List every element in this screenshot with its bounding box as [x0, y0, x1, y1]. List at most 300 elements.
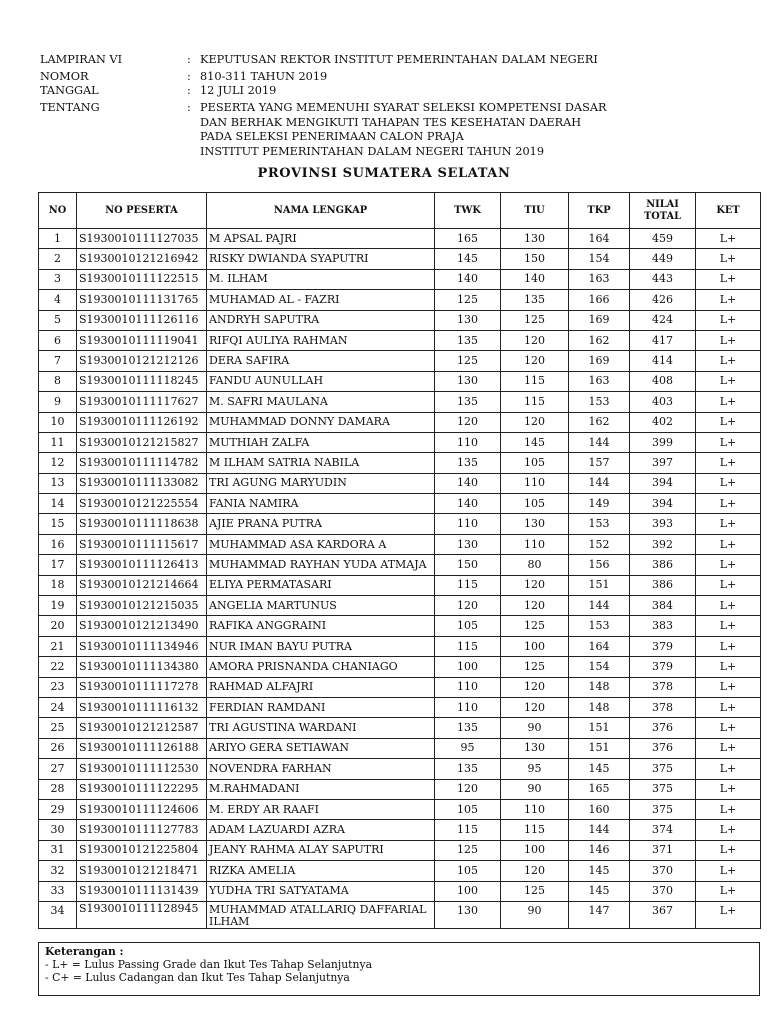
cell-tiu: 125: [501, 657, 569, 677]
cell-ket: L+: [696, 290, 761, 310]
cell-nama: FANDU AUNULLAH: [207, 371, 435, 391]
cell-twk: 100: [435, 881, 501, 901]
col-header-no: NO: [39, 193, 77, 229]
cell-ket: L+: [696, 901, 761, 928]
cell-nama: RAFIKA ANGGRAINI: [207, 616, 435, 636]
cell-nilai-total: 386: [630, 575, 696, 595]
cell-no-peserta: S1930010121218471: [77, 861, 207, 881]
cell-nama: RISKY DWIANDA SYAPUTRI: [207, 249, 435, 269]
legend-title: Keterangan :: [45, 945, 124, 958]
cell-no-peserta: S1930010111131439: [77, 881, 207, 901]
cell-no-peserta: S1930010111126192: [77, 412, 207, 432]
table-row: [39, 759, 761, 779]
cell-no: 28: [39, 779, 77, 799]
cell-tiu: 120: [501, 677, 569, 697]
header-row: [40, 116, 640, 130]
cell-tiu: 90: [501, 718, 569, 738]
cell-nilai-total: 378: [630, 677, 696, 697]
cell-no-peserta: S1930010111133082: [77, 473, 207, 493]
cell-tkp: 144: [569, 820, 630, 840]
cell-no-peserta: S1930010111131765: [77, 290, 207, 310]
col-header-nama: NAMA LENGKAP: [207, 193, 435, 229]
cell-tkp: 153: [569, 514, 630, 534]
cell-tiu: 80: [501, 555, 569, 575]
col-header-twk: TWK: [435, 193, 501, 229]
cell-tkp: 153: [569, 616, 630, 636]
cell-no-peserta: S1930010111122515: [77, 269, 207, 289]
cell-nilai-total: 375: [630, 779, 696, 799]
cell-nama: MUHAMMAD RAYHAN YUDA ATMAJA: [207, 555, 435, 575]
table-row: [39, 330, 761, 350]
cell-ket: L+: [696, 514, 761, 534]
cell-no: 14: [39, 494, 77, 514]
cell-twk: 135: [435, 392, 501, 412]
cell-twk: 95: [435, 738, 501, 758]
cell-nilai-total: 370: [630, 881, 696, 901]
cell-nilai-total: 386: [630, 555, 696, 575]
cell-ket: L+: [696, 473, 761, 493]
cell-nilai-total: 394: [630, 473, 696, 493]
header-row: [40, 84, 640, 98]
header-colon: :: [187, 53, 191, 66]
cell-ket: L+: [696, 881, 761, 901]
table-row: [39, 636, 761, 656]
tentang-line: INSTITUT PEMERINTAHAN DALAM NEGERI TAHUN 2019: [200, 144, 545, 158]
cell-ket: L+: [696, 697, 761, 717]
table-body: [39, 229, 761, 929]
cell-twk: 165: [435, 229, 501, 249]
cell-twk: 140: [435, 473, 501, 493]
table-row: [39, 310, 761, 330]
table-row: [39, 514, 761, 534]
cell-nilai-total: 399: [630, 432, 696, 452]
cell-nama: AJIE PRANA PUTRA: [207, 514, 435, 534]
cell-tkp: 166: [569, 290, 630, 310]
cell-nilai-total: 376: [630, 738, 696, 758]
table-row: [39, 616, 761, 636]
cell-nilai-total: 371: [630, 840, 696, 860]
cell-tiu: 110: [501, 799, 569, 819]
cell-no: 19: [39, 596, 77, 616]
cell-no-peserta: S1930010111134946: [77, 636, 207, 656]
cell-ket: L+: [696, 494, 761, 514]
cell-nama: MUHAMMAD ASA KARDORA A: [207, 534, 435, 554]
cell-no-peserta: S1930010111118638: [77, 514, 207, 534]
cell-no: 4: [39, 290, 77, 310]
cell-no-peserta: S1930010111124606: [77, 799, 207, 819]
cell-ket: L+: [696, 779, 761, 799]
cell-no-peserta: S1930010111116132: [77, 697, 207, 717]
cell-tkp: 169: [569, 310, 630, 330]
cell-nilai-total: 384: [630, 596, 696, 616]
cell-tkp: 164: [569, 636, 630, 656]
cell-tkp: 162: [569, 412, 630, 432]
cell-no: 5: [39, 310, 77, 330]
table-row: [39, 820, 761, 840]
cell-no: 3: [39, 269, 77, 289]
table-row: [39, 453, 761, 473]
cell-tiu: 115: [501, 820, 569, 840]
cell-ket: L+: [696, 840, 761, 860]
cell-ket: L+: [696, 799, 761, 819]
cell-ket: L+: [696, 575, 761, 595]
cell-ket: L+: [696, 249, 761, 269]
cell-tkp: 154: [569, 249, 630, 269]
cell-tiu: 110: [501, 534, 569, 554]
cell-nilai-total: 374: [630, 820, 696, 840]
cell-ket: L+: [696, 677, 761, 697]
cell-no: 8: [39, 371, 77, 391]
cell-no: 15: [39, 514, 77, 534]
table-row: [39, 840, 761, 860]
cell-no-peserta: S1930010111134380: [77, 657, 207, 677]
cell-tkp: 148: [569, 697, 630, 717]
cell-no: 13: [39, 473, 77, 493]
table-row: [39, 269, 761, 289]
header-key: TENTANG: [40, 101, 100, 115]
cell-twk: 115: [435, 575, 501, 595]
cell-ket: L+: [696, 718, 761, 738]
cell-no: 9: [39, 392, 77, 412]
cell-no: 33: [39, 881, 77, 901]
table-row: [39, 249, 761, 269]
cell-nama: MUTHIAH ZALFA: [207, 432, 435, 452]
table-row: [39, 779, 761, 799]
cell-no-peserta: S1930010111126116: [77, 310, 207, 330]
header-key: TANGGAL: [40, 84, 99, 98]
cell-nama: M. ILHAM: [207, 269, 435, 289]
cell-twk: 105: [435, 616, 501, 636]
cell-no: 10: [39, 412, 77, 432]
cell-nama: RIFQI AULIYA RAHMAN: [207, 330, 435, 350]
cell-twk: 140: [435, 269, 501, 289]
cell-nama: ELIYA PERMATASARI: [207, 575, 435, 595]
cell-nilai-total: 426: [630, 290, 696, 310]
cell-twk: 105: [435, 799, 501, 819]
cell-tiu: 120: [501, 412, 569, 432]
cell-no-peserta: S1930010111114782: [77, 453, 207, 473]
cell-no: 29: [39, 799, 77, 819]
cell-no: 18: [39, 575, 77, 595]
cell-tiu: 120: [501, 330, 569, 350]
cell-twk: 135: [435, 330, 501, 350]
cell-ket: L+: [696, 636, 761, 656]
cell-no-peserta: S1930010121212126: [77, 351, 207, 371]
cell-twk: 130: [435, 371, 501, 391]
cell-no: 11: [39, 432, 77, 452]
cell-tkp: 160: [569, 799, 630, 819]
cell-tiu: 120: [501, 861, 569, 881]
cell-nama: M. ERDY AR RAAFI: [207, 799, 435, 819]
cell-tiu: 120: [501, 575, 569, 595]
cell-nilai-total: 403: [630, 392, 696, 412]
cell-tkp: 149: [569, 494, 630, 514]
cell-tiu: 95: [501, 759, 569, 779]
cell-tkp: 144: [569, 596, 630, 616]
header-row: [40, 130, 640, 144]
cell-tkp: 144: [569, 432, 630, 452]
cell-twk: 135: [435, 453, 501, 473]
cell-nilai-total: 378: [630, 697, 696, 717]
cell-tiu: 120: [501, 697, 569, 717]
cell-nama: ADAM LAZUARDI AZRA: [207, 820, 435, 840]
cell-tiu: 100: [501, 840, 569, 860]
cell-tkp: 164: [569, 229, 630, 249]
cell-nama: JEANY RAHMA ALAY SAPUTRI: [207, 840, 435, 860]
cell-ket: L+: [696, 371, 761, 391]
table-row: [39, 799, 761, 819]
legend: [38, 942, 760, 996]
cell-no: 31: [39, 840, 77, 860]
cell-twk: 110: [435, 432, 501, 452]
cell-no: 26: [39, 738, 77, 758]
cell-tkp: 153: [569, 392, 630, 412]
cell-nilai-total: 449: [630, 249, 696, 269]
cell-ket: L+: [696, 330, 761, 350]
cell-nilai-total: 393: [630, 514, 696, 534]
cell-no-peserta: S1930010121216942: [77, 249, 207, 269]
header-value: 810-311 TAHUN 2019: [200, 70, 328, 83]
cell-no: 1: [39, 229, 77, 249]
cell-twk: 110: [435, 677, 501, 697]
cell-no: 6: [39, 330, 77, 350]
header-value: 12 JULI 2019: [200, 84, 277, 98]
cell-tiu: 140: [501, 269, 569, 289]
cell-ket: L+: [696, 412, 761, 432]
cell-no: 7: [39, 351, 77, 371]
cell-tiu: 105: [501, 453, 569, 473]
cell-no-peserta: S1930010111118245: [77, 371, 207, 391]
cell-no-peserta: S1930010111126413: [77, 555, 207, 575]
cell-twk: 100: [435, 657, 501, 677]
cell-nilai-total: 379: [630, 636, 696, 656]
table-row: [39, 596, 761, 616]
cell-ket: L+: [696, 596, 761, 616]
header-colon: :: [187, 70, 191, 83]
cell-nama: M.RAHMADANI: [207, 779, 435, 799]
cell-nilai-total: 370: [630, 861, 696, 881]
cell-twk: 125: [435, 351, 501, 371]
table-row: [39, 412, 761, 432]
cell-tiu: 130: [501, 229, 569, 249]
cell-tiu: 100: [501, 636, 569, 656]
cell-nama: ANDRYH SAPUTRA: [207, 310, 435, 330]
cell-no: 17: [39, 555, 77, 575]
cell-ket: L+: [696, 820, 761, 840]
cell-twk: 125: [435, 290, 501, 310]
table-row: [39, 881, 761, 901]
cell-twk: 110: [435, 697, 501, 717]
cell-tiu: 120: [501, 351, 569, 371]
cell-nilai-total: 379: [630, 657, 696, 677]
cell-nama: M. SAFRI MAULANA: [207, 392, 435, 412]
tentang-line: DAN BERHAK MENGIKUTI TAHAPAN TES KESEHATAN DAERAH: [200, 115, 582, 129]
cell-no: 34: [39, 901, 77, 928]
header-key: NOMOR: [40, 70, 89, 83]
table-row: [39, 901, 761, 928]
cell-no-peserta: S1930010121215035: [77, 596, 207, 616]
cell-tkp: 163: [569, 371, 630, 391]
cell-twk: 120: [435, 596, 501, 616]
col-header-no-peserta: NO PESERTA: [77, 193, 207, 229]
cell-ket: L+: [696, 861, 761, 881]
cell-no-peserta: S1930010111128945: [77, 901, 207, 928]
cell-twk: 150: [435, 555, 501, 575]
header-value: KEPUTUSAN REKTOR INSTITUT PEMERINTAHAN DALAM NEGERI: [200, 53, 598, 66]
header-key: LAMPIRAN VI: [40, 53, 123, 66]
cell-no-peserta: S1930010111117627: [77, 392, 207, 412]
col-header-nilai-total: NILAI TOTAL: [630, 193, 696, 229]
cell-no: 20: [39, 616, 77, 636]
cell-nama: M APSAL PAJRI: [207, 229, 435, 249]
cell-ket: L+: [696, 453, 761, 473]
cell-no: 12: [39, 453, 77, 473]
cell-tkp: 145: [569, 861, 630, 881]
cell-tkp: 157: [569, 453, 630, 473]
cell-twk: 130: [435, 310, 501, 330]
table-row: [39, 494, 761, 514]
table-row: [39, 575, 761, 595]
cell-nama: DERA SAFIRA: [207, 351, 435, 371]
header-row: [40, 101, 640, 115]
cell-no-peserta: S1930010121225804: [77, 840, 207, 860]
cell-nilai-total: 376: [630, 718, 696, 738]
cell-ket: L+: [696, 759, 761, 779]
cell-tiu: 90: [501, 779, 569, 799]
cell-twk: 110: [435, 514, 501, 534]
cell-twk: 135: [435, 718, 501, 738]
table-row: [39, 697, 761, 717]
cell-tiu: 90: [501, 901, 569, 928]
table-row: [39, 432, 761, 452]
cell-nama: FANIA NAMIRA: [207, 494, 435, 514]
cell-nama: TRI AGUSTINA WARDANI: [207, 718, 435, 738]
cell-tkp: 154: [569, 657, 630, 677]
cell-tkp: 152: [569, 534, 630, 554]
legend-item: - L+ = Lulus Passing Grade dan Ikut Tes Tahap Selanjutnya: [45, 958, 373, 971]
cell-ket: L+: [696, 616, 761, 636]
cell-tiu: 120: [501, 596, 569, 616]
tentang-line: PADA SELEKSI PENERIMAAN CALON PRAJA: [200, 130, 464, 144]
cell-tkp: 162: [569, 330, 630, 350]
table-row: [39, 861, 761, 881]
cell-nama: M ILHAM SATRIA NABILA: [207, 453, 435, 473]
cell-tkp: 147: [569, 901, 630, 928]
table-row: [39, 718, 761, 738]
cell-tkp: 169: [569, 351, 630, 371]
cell-no-peserta: S1930010121215827: [77, 432, 207, 452]
cell-nilai-total: 443: [630, 269, 696, 289]
cell-tiu: 110: [501, 473, 569, 493]
cell-tkp: 146: [569, 840, 630, 860]
cell-nilai-total: 383: [630, 616, 696, 636]
cell-ket: L+: [696, 310, 761, 330]
cell-twk: 105: [435, 861, 501, 881]
cell-no-peserta: S1930010111112530: [77, 759, 207, 779]
cell-tkp: 156: [569, 555, 630, 575]
cell-no: 25: [39, 718, 77, 738]
cell-nilai-total: 392: [630, 534, 696, 554]
cell-no-peserta: S1930010111117278: [77, 677, 207, 697]
table-row: [39, 677, 761, 697]
cell-no: 23: [39, 677, 77, 697]
header-row: [40, 145, 640, 159]
cell-nama: RIZKA AMELIA: [207, 861, 435, 881]
col-header-tiu: TIU: [501, 193, 569, 229]
header-row: [40, 70, 640, 84]
cell-tiu: 125: [501, 881, 569, 901]
cell-nilai-total: 397: [630, 453, 696, 473]
cell-tkp: 163: [569, 269, 630, 289]
cell-nama: AMORA PRISNANDA CHANIAGO: [207, 657, 435, 677]
cell-no-peserta: S1930010111115617: [77, 534, 207, 554]
table-row: [39, 392, 761, 412]
table-row: [39, 371, 761, 391]
cell-nama: MUHAMMAD ATALLARIQ DAFFARIAL ILHAM: [207, 901, 435, 928]
header-row: [40, 53, 640, 67]
cell-no-peserta: S1930010111122295: [77, 779, 207, 799]
cell-tiu: 125: [501, 616, 569, 636]
cell-ket: L+: [696, 269, 761, 289]
table-row: [39, 351, 761, 371]
cell-tiu: 130: [501, 738, 569, 758]
cell-nama: ANGELIA MARTUNUS: [207, 596, 435, 616]
cell-no-peserta: S1930010121225554: [77, 494, 207, 514]
table-row: [39, 290, 761, 310]
cell-nilai-total: 402: [630, 412, 696, 432]
table-row: [39, 473, 761, 493]
cell-ket: L+: [696, 351, 761, 371]
cell-tkp: 148: [569, 677, 630, 697]
cell-nilai-total: 424: [630, 310, 696, 330]
cell-ket: L+: [696, 534, 761, 554]
cell-nama: MUHAMMAD DONNY DAMARA: [207, 412, 435, 432]
table-row: [39, 657, 761, 677]
table-row: [39, 534, 761, 554]
cell-ket: L+: [696, 229, 761, 249]
cell-no: 2: [39, 249, 77, 269]
col-header-ket: KET: [696, 193, 761, 229]
cell-tkp: 145: [569, 759, 630, 779]
cell-twk: 115: [435, 820, 501, 840]
cell-tiu: 150: [501, 249, 569, 269]
cell-no: 22: [39, 657, 77, 677]
cell-tkp: 165: [569, 779, 630, 799]
table-row: [39, 555, 761, 575]
cell-tiu: 115: [501, 371, 569, 391]
header-value: PESERTA YANG MEMENUHI SYARAT SELEKSI KOMPETENSI DASAR: [200, 101, 607, 115]
cell-ket: L+: [696, 555, 761, 575]
cell-nilai-total: 367: [630, 901, 696, 928]
cell-twk: 145: [435, 249, 501, 269]
cell-no-peserta: S1930010111119041: [77, 330, 207, 350]
cell-no: 21: [39, 636, 77, 656]
cell-nilai-total: 414: [630, 351, 696, 371]
table-header-row: [39, 193, 761, 229]
cell-twk: 135: [435, 759, 501, 779]
cell-tiu: 115: [501, 392, 569, 412]
header-colon: :: [187, 101, 191, 115]
cell-no: 16: [39, 534, 77, 554]
cell-tkp: 151: [569, 738, 630, 758]
cell-no: 32: [39, 861, 77, 881]
cell-nama: ARIYO GERA SETIAWAN: [207, 738, 435, 758]
cell-no-peserta: S1930010111127783: [77, 820, 207, 840]
cell-nama: NUR IMAN BAYU PUTRA: [207, 636, 435, 656]
cell-twk: 130: [435, 901, 501, 928]
results-table: [38, 192, 761, 929]
cell-nilai-total: 375: [630, 799, 696, 819]
